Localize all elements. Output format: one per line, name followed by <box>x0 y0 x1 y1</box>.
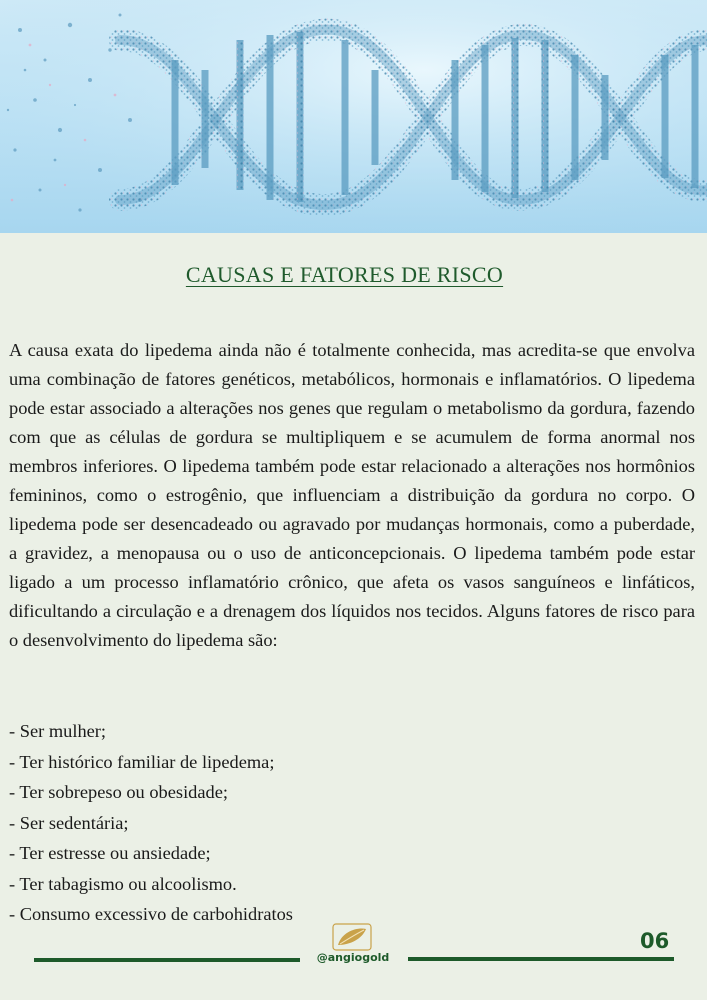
list-item: - Ter estresse ou ansiedade; <box>9 843 211 863</box>
page-title: CAUSAS E FATORES DE RISCO <box>185 262 504 287</box>
list-item: - Consumo excessivo de carbohidratos <box>9 904 293 924</box>
body-paragraph: A causa exata do lipedema ainda não é totalmente conhecida, mas acredita-se que envolva uma combinação de fatores genéticos, metabólicos, hormonais e inflamatórios. O lipedema pode estar associado a alterações nos genes que regulam o metabolismo da gordura, fazendo com que as células de gordura se multipliquem e se acumulem de forma anormal nos membros inferiores. O lipedema também pode estar relacionado a alterações nos hormônios femininos, como o estrogênio, que influenciam a distribuição da gordura no corpo. O lipedema pode ser desencadeado ou agravado por mudanças hormonais, como a puberdade, a gravidez, a menopausa ou o uso de anticoncepcionais. O lipedema também pode estar ligado a um processo inflamatório crônico, que afeta os vasos sanguíneos e linfáticos, dificultando a circulação e a drenagem dos líquidos nos tecidos. Alguns fatores de risco para o desenvolvimento do lipedema são: <box>9 340 695 650</box>
list-item: - Ter tabagismo ou alcoolismo. <box>9 873 237 894</box>
dna-helix-icon <box>0 0 707 233</box>
list-item: - Ter histórico familiar de lipedema; <box>9 751 275 772</box>
risk-factors-list <box>9 716 695 930</box>
list-item: - Ser mulher; <box>9 721 107 741</box>
list-item: - Ser sedentária; <box>9 812 129 833</box>
leaf-logo-icon <box>332 923 372 951</box>
footer-divider-right <box>408 957 674 961</box>
footer-divider-left <box>34 958 300 962</box>
social-handle: @angiogold <box>316 951 390 964</box>
list-item: - Ter sobrepeso ou obesidade; <box>9 782 228 802</box>
hero-dna-image <box>0 0 707 233</box>
page-number: 06 <box>640 929 670 953</box>
